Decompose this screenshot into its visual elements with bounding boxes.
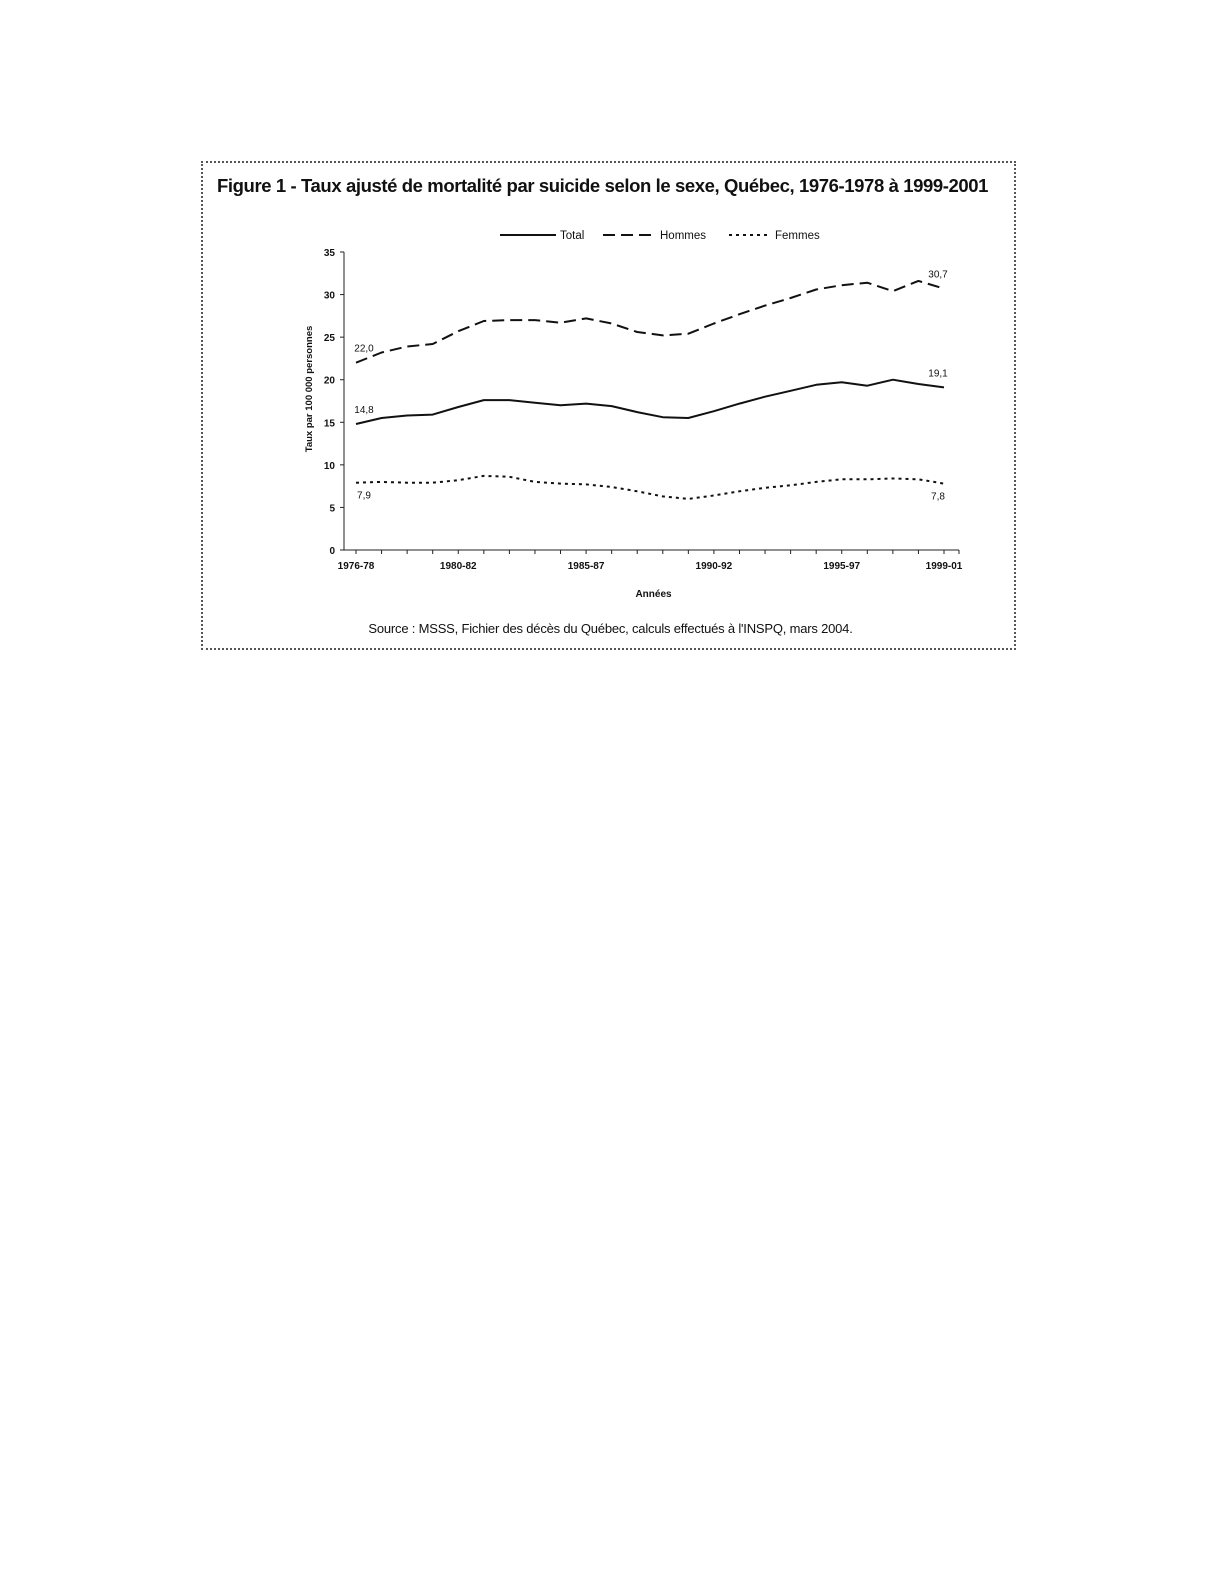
series-line-hommes	[356, 281, 944, 363]
x-tick-label: 1976-78	[337, 561, 375, 572]
y-tick-label: 10	[323, 460, 335, 472]
data-label: 30,7	[928, 269, 948, 281]
figure-title: Figure 1 - Taux ajusté de mortalité par suicide selon le sexe, Québec, 1976-1978 à 1999-2001	[217, 175, 989, 196]
y-tick-label: 25	[323, 333, 335, 345]
y-axis-title: Taux par 100 000 personnes	[304, 325, 315, 453]
x-tick-label: 1980-82	[439, 561, 477, 572]
x-tick-label: 1995-97	[823, 561, 861, 572]
figure-frame	[201, 161, 1016, 650]
legend-label-femmes: Femmes	[775, 230, 820, 242]
y-tick-label: 0	[329, 546, 335, 557]
chart-legend	[500, 230, 820, 242]
x-tick-label: 1985-87	[567, 561, 605, 572]
legend-label-total: Total	[560, 230, 585, 242]
y-tick-label: 20	[323, 375, 335, 387]
series-line-total	[356, 380, 944, 424]
chart-series	[356, 281, 944, 499]
x-tick-label: 1999-01	[925, 561, 963, 572]
data-label: 22,0	[354, 343, 374, 355]
chart-axes	[304, 248, 963, 600]
y-tick-label: 30	[323, 290, 335, 302]
x-axis-title: Années	[635, 589, 672, 600]
x-tick-label: 1990-92	[695, 561, 733, 572]
line-chart	[203, 163, 1014, 648]
data-label: 7,8	[931, 491, 945, 503]
data-label: 19,1	[928, 368, 948, 380]
chart-annotations	[354, 270, 948, 503]
y-tick-label: 35	[323, 248, 335, 259]
y-tick-label: 15	[323, 418, 335, 430]
y-tick-label: 5	[329, 503, 335, 515]
data-label: 14,8	[354, 404, 374, 416]
figure-source: Source : MSSS, Fichier des décès du Québec, calculs effectués à l'INSPQ, mars 2004.	[368, 621, 853, 636]
legend-label-hommes: Hommes	[660, 230, 707, 242]
data-label: 7,9	[357, 490, 371, 502]
series-line-femmes	[356, 476, 944, 499]
